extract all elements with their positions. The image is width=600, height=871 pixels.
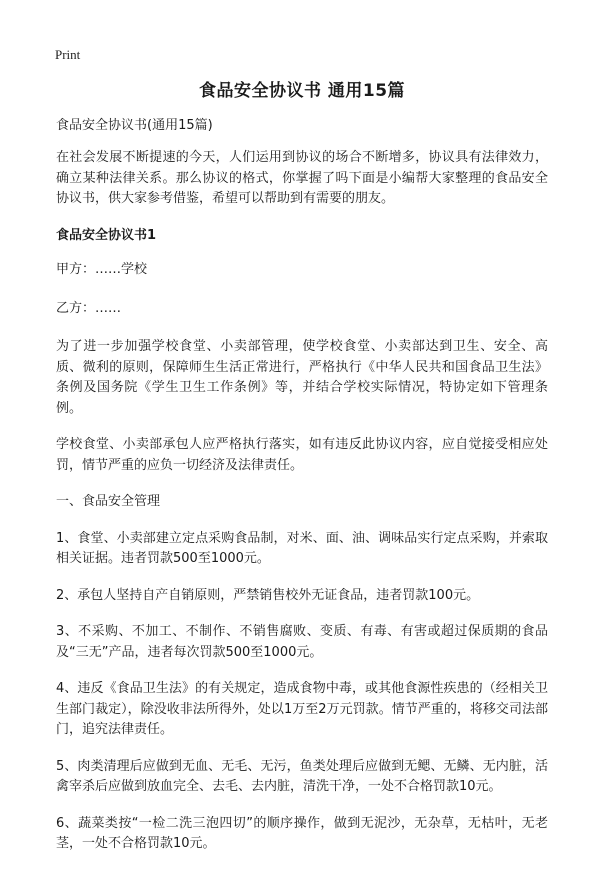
document-title: 食品安全协议书 通用15篇 — [198, 81, 406, 101]
party-b: 乙方：…… — [56, 300, 122, 316]
print-link[interactable]: Print — [55, 47, 81, 62]
section-heading: 食品安全协议书1 — [56, 227, 157, 243]
clause-item: 5、肉类清理后应做到无血、无毛、无污，鱼类处理后应做到无鳃、无鳞、无内脏，活禽宰杀后应做到放血完全、去毛、去内脏，清洗干净，一处不合格罚款10元。 — [56, 758, 548, 794]
clause-item: 6、蔬菜类按“一检二洗三泡四切”的顺序操作，做到无泥沙，无杂草，无枯叶，无老茎，一处不合格罚款10元。 — [56, 815, 548, 851]
document-subtitle: 食品安全协议书(通用15篇) — [56, 118, 213, 133]
clause-item: 1、食堂、小卖部建立定点采购食品制，对米、面、油、调味品实行定点采购，并索取相关证据。违者罚款500至1000元。 — [56, 530, 548, 566]
intro-paragraph: 在社会发展不断提速的今天，人们运用到协议的场合不断增多，协议具有法律效力，确立某种法律关系。那么协议的格式，你掌握了吗下面是小编帮大家整理的食品安全协议书，供大家参考借鉴，希望可以帮助到有需要的朋友。 — [56, 150, 548, 206]
clause-heading: 一、食品安全管理 — [56, 494, 161, 509]
clause-item: 3、不采购、不加工、不制作、不销售腐败、变质、有毒、有害或超过保质期的食品及“三无”产品，违者每次罚款500至1000元。 — [56, 624, 548, 660]
clause-item: 2、承包人坚持自产自销原则，严禁销售校外无证食品，违者罚款100元。 — [56, 587, 480, 603]
party-a: 甲方：……学校 — [56, 262, 148, 277]
clause-item: 4、违反《食品卫生法》的有关规定，造成食物中毒，或其他食源性疾患的（经相关卫生部门裁定），除没收非法所得外，处以1万至2万元罚款。情节严重的，将移交司法部门，追究法律责任。 — [56, 681, 548, 737]
paragraph: 学校食堂、小卖部承包人应严格执行落实，如有违反此协议内容，应自觉接受相应处罚，情节严重的应负一切经济及法律责任。 — [56, 437, 548, 473]
paragraph: 为了进一步加强学校食堂、小卖部管理，使学校食堂、小卖部达到卫生、安全、高质、微利的原则，保障师生生活正常进行，严格执行《中华人民共和国食品卫生法》条例及国务院《学生卫生工作条例》等，并结合学校实际情况，特协定如下管理条例。 — [56, 339, 548, 416]
document-body — [56, 78, 548, 871]
